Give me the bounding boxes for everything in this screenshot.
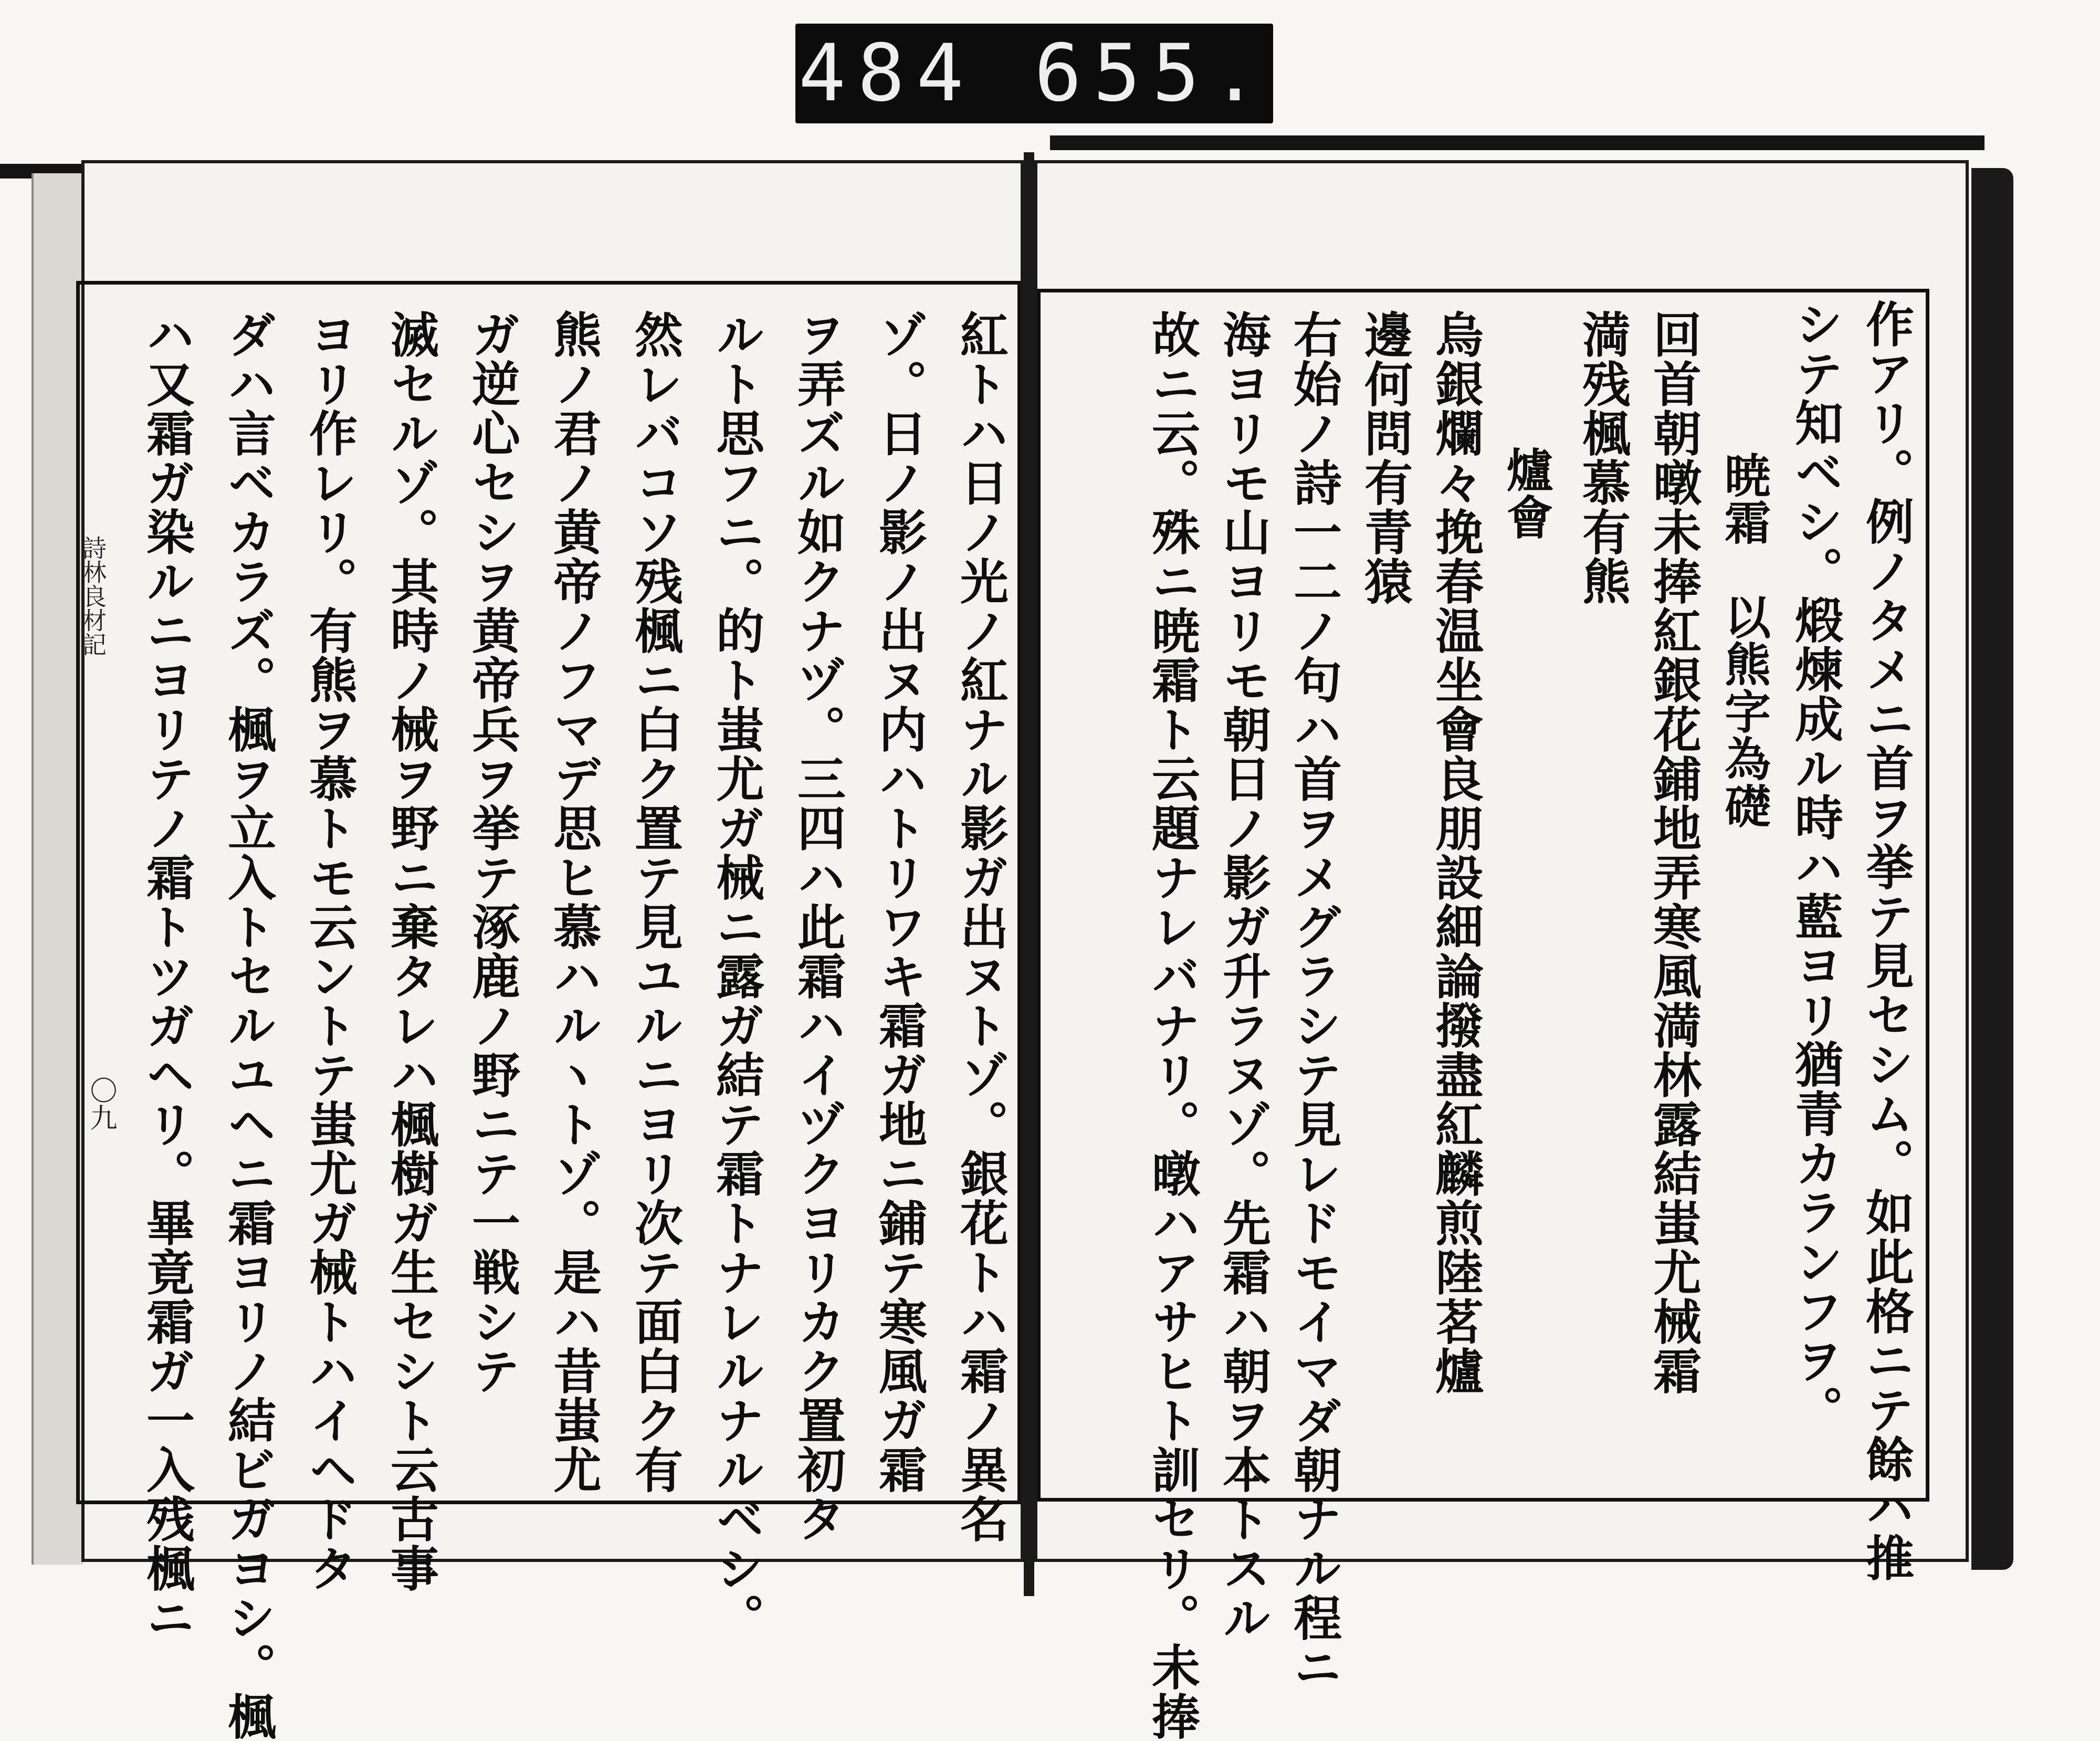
left-column-2: ゾ。日ノ影ノ出ヌ内ハトリワキ霜ガ地ニ鋪テ寒風ガ霜 xyxy=(871,310,928,1494)
right-column-commentary-1: 右始ノ詩一二ノ句ハ首ヲメグラシテ見レドモイマダ朝ナル程ニ xyxy=(1286,310,1342,1692)
left-column-4: ルト思フニ。的ト蚩尤ガ械ニ露ガ結テ霜トナレルナルベシ。 xyxy=(708,310,765,1642)
left-column-11: ハ又霜ガ染ルニヨリテノ霜トツガヘリ。畢竟霜ガ一入残楓ニ xyxy=(139,310,195,1642)
left-column-10: ダハ言ベカラズ。楓ヲ立入トセルユヘニ霜ヨリノ結ビガヨシ。楓 xyxy=(220,310,277,1741)
book-gutter xyxy=(1024,152,1034,1596)
right-column-poem-2: 烏銀爛々挽春温坐會良朋設細論撥盡紅麟煎陸茗爐 xyxy=(1427,310,1484,1396)
left-column-6: 熊ノ君ノ黄帝ノフマデ思ヒ慕ハルヽトゾ。是ハ昔蚩尤 xyxy=(545,310,602,1494)
right-cover-edge xyxy=(1971,168,2013,1570)
left-column-5: 然レバコソ残楓ニ白ク置テ見ユルニヨリ次テ面白ク有 xyxy=(627,310,684,1494)
book-top-edge-right xyxy=(1050,135,1984,150)
left-page-title-marker: 詩林良材記 xyxy=(79,536,107,656)
left-column-3: ヲ弄ズル如クナヅ。三四ハ此霜ハイヅクヨリカク置初タ xyxy=(790,310,846,1544)
right-column-commentary-3: 故ニ云。殊ニ暁霜ト云題ナレバナリ。暾ハアサヒト訓セリ。未捧 xyxy=(1144,310,1201,1741)
archive-label-number: 484 655. xyxy=(798,28,1270,119)
left-column-7: ガ逆心セシヲ黄帝兵ヲ挙テ涿鹿ノ野ニテ一戦シテ xyxy=(464,310,521,1396)
right-column-commentary-2: 海ヨリモ山ヨリモ朝日ノ影ガ升ラヌゾ。先霜ハ朝ヲ本トスル xyxy=(1215,310,1272,1642)
right-column-2: シテ知ベシ。煅煉成ル時ハ藍ヨリ猶青カランフヲ。 xyxy=(1787,299,1844,1434)
right-column-poem-2b: 邊何問有青猿 xyxy=(1357,310,1413,606)
left-page-number: 〇九 xyxy=(85,1076,117,1131)
right-poem-title-2: 爐會 xyxy=(1499,446,1554,541)
left-column-8: 滅セルゾ。其時ノ械ヲ野ニ棄タレハ楓樹ガ生セシト云古事 xyxy=(383,310,439,1593)
left-column-9: ヨリ作レリ。有熊ヲ慕トモ云ントテ蚩尤ガ械トハイヘドタ xyxy=(301,310,358,1593)
archive-label-tag xyxy=(795,24,1273,123)
right-column-poem-1b: 満残楓慕有熊 xyxy=(1574,310,1631,606)
left-column-1: 紅トハ日ノ光ノ紅ナル影ガ出ヌトゾ。銀花トハ霜ノ異名 xyxy=(952,310,1009,1544)
right-column-1: 作アリ。例ノタメニ首ヲ挙テ見セシム。如此格ニテ餘ハ推 xyxy=(1858,299,1915,1582)
right-poem-title-1: 暁霜 以熊字為礎 xyxy=(1717,452,1772,830)
right-column-poem-1: 回首朝暾未捧紅銀花鋪地弄寒風満林露結蚩尤械霜 xyxy=(1645,310,1702,1396)
